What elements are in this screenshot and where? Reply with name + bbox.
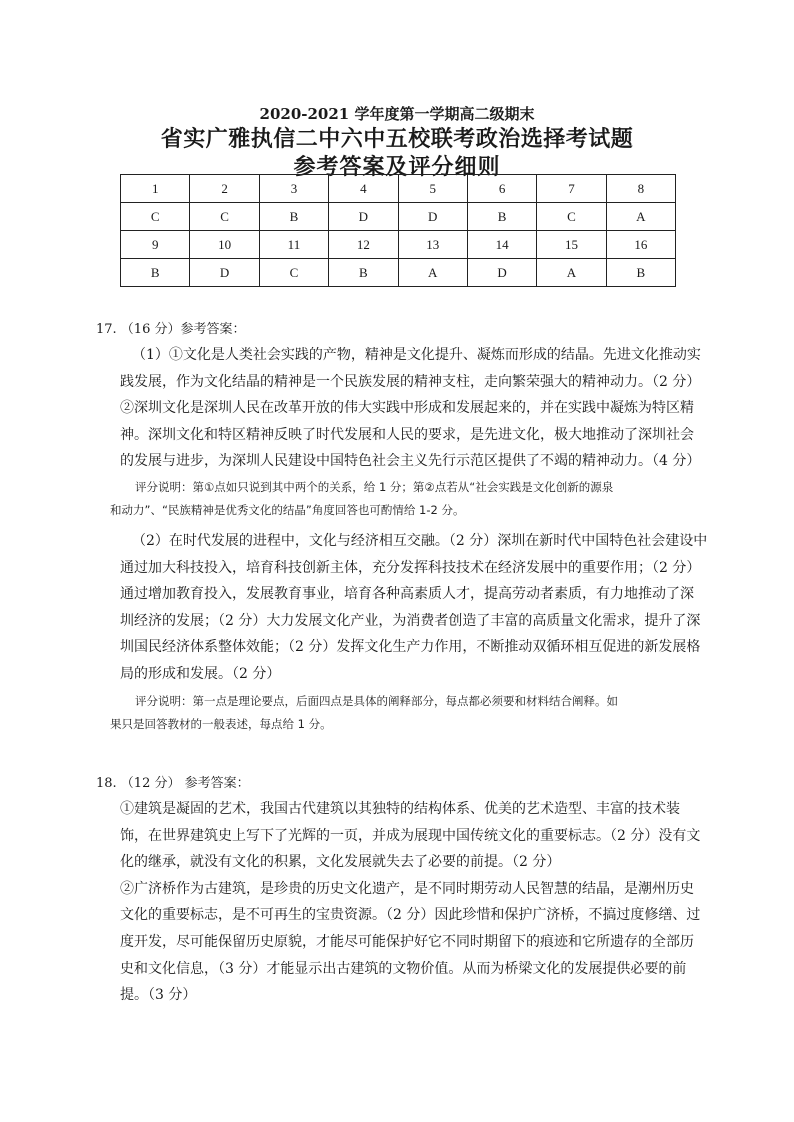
answer-key-title: 参考答案及评分细则: [293, 154, 501, 180]
answer-letter: B: [121, 259, 190, 287]
question-number: 6: [467, 175, 536, 203]
question-number: 2: [190, 175, 259, 203]
table-row: [121, 175, 676, 203]
q17-part1-line: ②深圳文化是深圳人民在改革开放的伟大实践中形成和发展起来的，并在实践中凝炼为特区精: [120, 400, 694, 417]
q18-line: 度开发，尽可能保留历史原貌，才能尽可能保护好它不同时期留下的痕迹和它所遗存的全部历: [120, 933, 694, 950]
answer-letter: D: [190, 259, 259, 287]
q17-heading: 17. （16 分）参考答案：: [96, 322, 246, 337]
answer-letter: C: [259, 259, 328, 287]
q17-part1-line: 的发展与进步，为深圳人民建设中国特色社会主义先行示范区提供了不竭的精神动力。（4 分）: [120, 453, 701, 470]
q17-scoring-note-1: [110, 476, 690, 522]
question-number: 3: [259, 175, 328, 203]
answer-table: [120, 174, 676, 287]
answer-letter: C: [121, 203, 190, 231]
answer-letter: D: [329, 203, 398, 231]
q17-scoring-note-2: [110, 690, 690, 736]
question-number: 16: [606, 231, 675, 259]
q17-part2: [120, 528, 708, 688]
answer-letter: B: [259, 203, 328, 231]
answer-letter: B: [329, 259, 398, 287]
answer-letter: A: [537, 259, 606, 287]
q18-line: 化的继承，就没有文化的积累，文化发展就失去了必要的前提。（2 分）: [120, 854, 561, 871]
q18-answer: [120, 796, 701, 1009]
note-line: 评分说明：第一点是理论要点，后面四点是具体的阐释部分，每点都必须要和材料结合阐释。如: [135, 694, 618, 708]
answer-letter: D: [398, 203, 467, 231]
q18-line: 饰，在世界建筑史上写下了光辉的一页，并成为展现中国传统文化的重要标志。（2 分）没有文: [120, 827, 701, 844]
q18-line: ①建筑是凝固的艺术，我国古代建筑以其独特的结构体系、优美的艺术造型、丰富的技术装: [120, 801, 680, 817]
q18-heading: 18. （12 分） 参考答案：: [96, 776, 250, 791]
exam-main-title: 省实广雅执信二中六中五校联考政治选择考试题: [160, 126, 634, 152]
question-number: 7: [537, 175, 606, 203]
answer-letter: C: [190, 203, 259, 231]
answer-letter: A: [606, 203, 675, 231]
q17-part2-line: 通过加大科技投入，培育科技创新主体，充分发挥科技技术在经济发展中的重要作用；（2 分）: [120, 559, 701, 576]
answer-letter: B: [467, 203, 536, 231]
q18-line: 提。（3 分）: [120, 987, 197, 1004]
question-number: 12: [329, 231, 398, 259]
q17-part2-line: 局的形成和发展。（2 分）: [120, 665, 281, 682]
q17-part2-line: （2）在时代发展的进程中，文化与经济相互交融。（2 分）深圳在新时代中国特色社会建设中: [132, 533, 708, 549]
exam-year-title: 2020-2021 学年度第一学期高二级期末: [259, 105, 535, 123]
note-line: 评分说明：第①点如只说到其中两个的关系，给 1 分；第②点若从“社会实践是文化创新的源泉: [135, 480, 614, 494]
question-number: 8: [606, 175, 675, 203]
note-line: 和动力”、“民族精神是优秀文化的结晶”角度回答也可酌情给 1-2 分。: [110, 503, 465, 517]
q17-part1-line: 神。深圳文化和特区精神反映了时代发展和人民的要求，是先进文化，极大地推动了深圳社会: [120, 426, 694, 443]
question-number: 11: [259, 231, 328, 259]
q18-line: ②广济桥作为古建筑，是珍贵的历史文化遗产，是不同时期劳动人民智慧的结晶，是潮州历史: [120, 880, 694, 897]
table-row: [121, 231, 676, 259]
q17-part2-line: 通过增加教育投入，发展教育事业，培育各种高素质人才，提高劳动者素质，有力地推动了深: [120, 586, 694, 603]
answer-letter: C: [537, 203, 606, 231]
note-line: 果只是回答教材的一般表述，每点给 1 分。: [110, 717, 332, 731]
question-number: 9: [121, 231, 190, 259]
answer-letter: B: [606, 259, 675, 287]
q18-line: 史和文化信息，（3 分）才能显示出古建筑的文物价值。从而为桥梁文化的发展提供必要的前: [120, 960, 687, 977]
answer-letter: A: [398, 259, 467, 287]
q17-part1: [120, 342, 701, 475]
question-number: 13: [398, 231, 467, 259]
q17-part1-line: 践发展，作为文化结晶的精神是一个民族发展的精神支柱，走向繁荣强大的精神动力。（2 分）: [120, 373, 701, 390]
q17-part2-line: 圳国民经济体系整体效能；（2 分）发挥文化生产力作用，不断推动双循环相互促进的新发展格: [120, 639, 701, 656]
question-number: 5: [398, 175, 467, 203]
table-row: [121, 259, 676, 287]
question-number: 15: [537, 231, 606, 259]
question-number: 10: [190, 231, 259, 259]
question-number: 14: [467, 231, 536, 259]
question-number: 1: [121, 175, 190, 203]
q17-part1-line: （1）①文化是人类社会实践的产物，精神是文化提升、凝炼而形成的结晶。先进文化推动实: [132, 347, 701, 363]
table-row: [121, 203, 676, 231]
answer-letter: D: [467, 259, 536, 287]
q17-part2-line: 圳经济的发展；（2 分）大力发展文化产业，为消费者创造了丰富的高质量文化需求，提升了深: [120, 612, 701, 629]
question-number: 4: [329, 175, 398, 203]
q18-line: 文化的重要标志，是不可再生的宝贵资源。（2 分）因此珍惜和保护广济桥，不搞过度修缮、过: [120, 907, 701, 924]
